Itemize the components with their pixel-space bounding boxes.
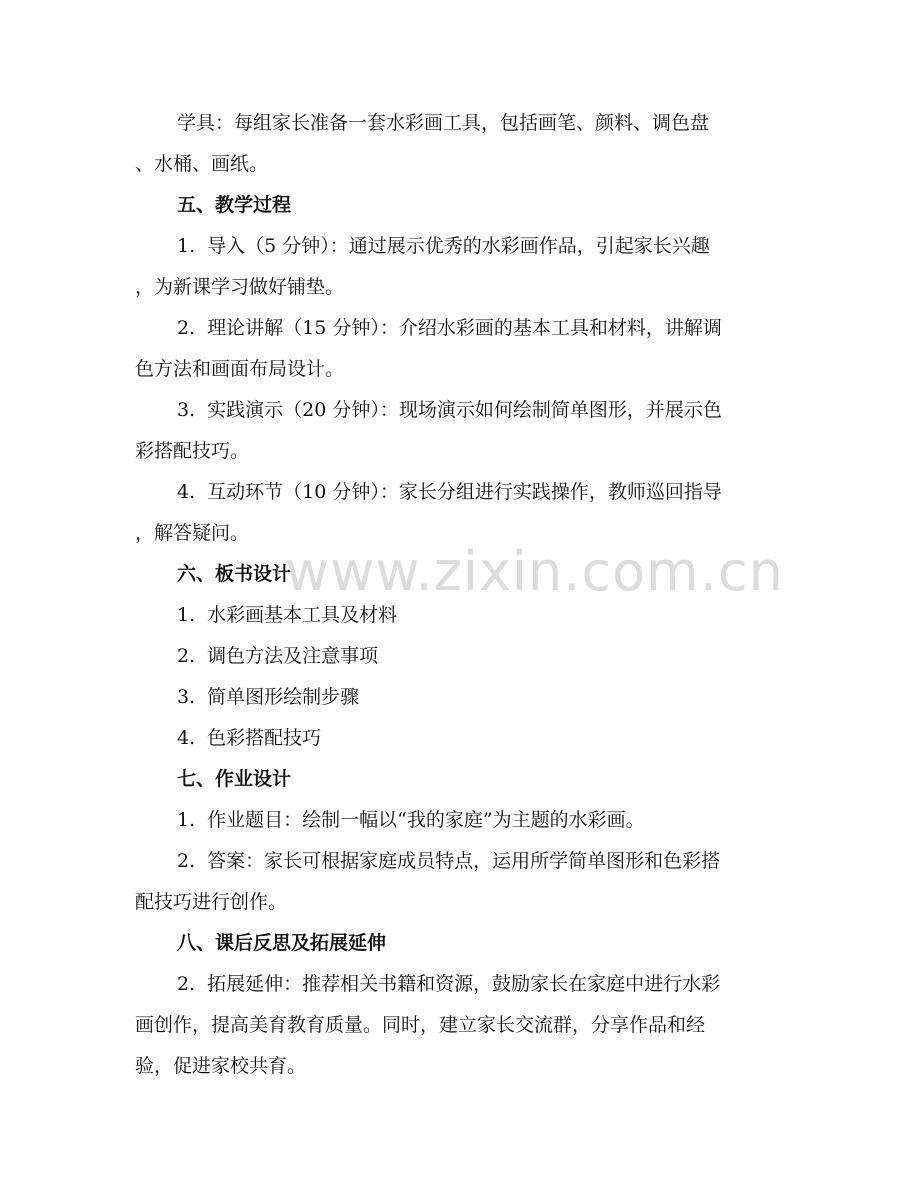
line-text: 色方法和画面布局设计。 <box>135 358 345 380</box>
list-item <box>0 805 920 835</box>
item-text: 理论讲解（15 分钟）：介绍水彩画的基本工具和材料，讲解调 <box>207 317 722 339</box>
item-number: 4. <box>177 481 196 503</box>
text-line <box>0 149 920 179</box>
section-heading <box>0 190 920 220</box>
list-item <box>0 846 920 876</box>
text-line <box>0 354 920 384</box>
heading-text: 七、作业设计 <box>177 768 292 790</box>
item-text: 导入（5 分钟）：通过展示优秀的水彩画作品，引起家长兴趣 <box>207 235 710 257</box>
list-item <box>0 969 920 999</box>
list-item <box>0 600 920 630</box>
item-number: 2. <box>177 317 196 339</box>
item-text: 水彩画基本工具及材料 <box>207 604 398 626</box>
item-text: 作业题目：绘制一幅以“我的家庭”为主题的水彩画。 <box>207 809 645 831</box>
item-number: 2. <box>177 973 196 995</box>
item-text: 色彩搭配技巧 <box>207 727 322 749</box>
item-number: 4. <box>177 727 196 749</box>
line-text: 学具：每组家长准备一套水彩画工具，包括画笔、颜料、调色盘 <box>177 112 710 134</box>
line-text: ，为新课学习做好铺垫。 <box>135 276 345 298</box>
line-text: 彩搭配技巧。 <box>135 440 250 462</box>
item-number: 2. <box>177 645 196 667</box>
text-line <box>0 1010 920 1040</box>
list-item <box>0 313 920 343</box>
item-number: 2. <box>177 850 196 872</box>
line-text: ，解答疑问。 <box>135 522 250 544</box>
text-line <box>0 1051 920 1081</box>
heading-text: 五、教学过程 <box>177 194 292 216</box>
section-heading <box>0 764 920 794</box>
item-text: 实践演示（20 分钟）：现场演示如何绘制简单图形，并展示色 <box>207 399 722 421</box>
text-line <box>0 887 920 917</box>
text-line <box>0 518 920 548</box>
item-text: 拓展延伸：推荐相关书籍和资源，鼓励家长在家庭中进行水彩 <box>207 973 721 995</box>
list-item <box>0 682 920 712</box>
section-heading <box>0 928 920 958</box>
line-text: 配技巧进行创作。 <box>135 891 288 913</box>
list-item <box>0 395 920 425</box>
item-number: 1. <box>177 809 196 831</box>
text-line <box>0 436 920 466</box>
item-text: 互动环节（10 分钟）：家长分组进行实践操作，教师巡回指导 <box>207 481 722 503</box>
heading-text: 六、板书设计 <box>177 563 292 585</box>
watermark: www.zixin.com.cn <box>285 540 784 603</box>
item-number: 3. <box>177 399 196 421</box>
line-text: 画创作，提高美育教育质量。同时，建立家长交流群，分享作品和经 <box>135 1014 706 1036</box>
text-line <box>0 108 920 138</box>
item-number: 1. <box>177 604 196 626</box>
list-item <box>0 231 920 261</box>
list-item <box>0 723 920 753</box>
item-number: 1. <box>177 235 196 257</box>
text-line <box>0 272 920 302</box>
section-heading <box>0 559 920 589</box>
line-text: 、水桶、画纸。 <box>135 153 269 175</box>
item-text: 答案：家长可根据家庭成员特点，运用所学简单图形和色彩搭 <box>207 850 721 872</box>
item-text: 简单图形绘制步骤 <box>207 686 360 708</box>
item-number: 3. <box>177 686 196 708</box>
item-text: 调色方法及注意事项 <box>207 645 379 667</box>
list-item <box>0 477 920 507</box>
list-item <box>0 641 920 671</box>
heading-text: 八、课后反思及拓展延伸 <box>177 932 387 954</box>
line-text: 验，促进家校共育。 <box>135 1055 307 1077</box>
